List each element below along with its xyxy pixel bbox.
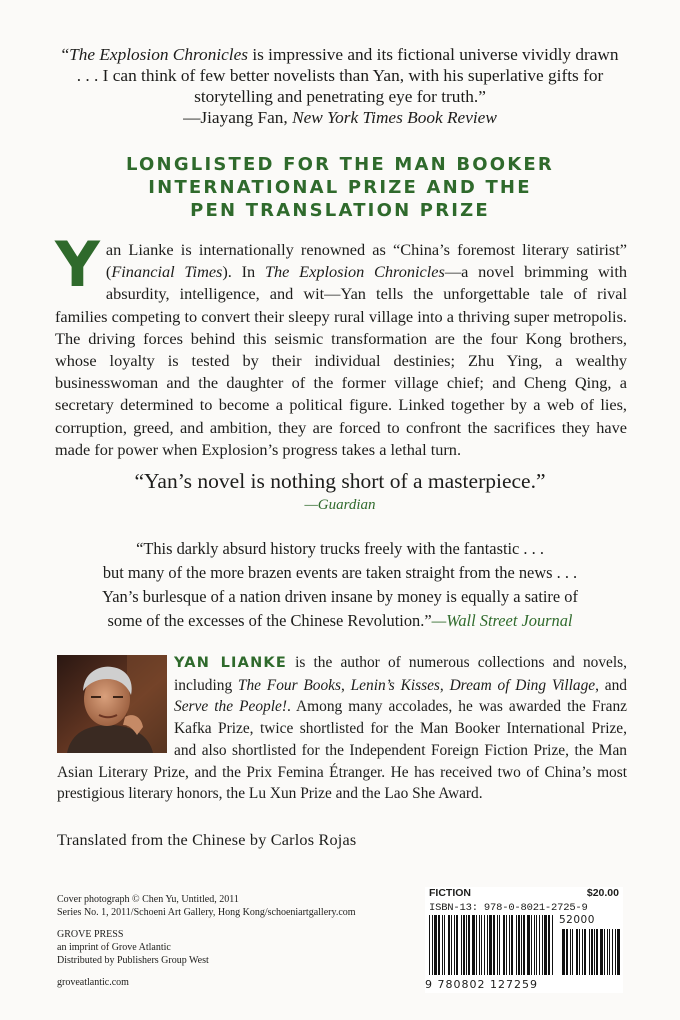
publisher-name: GROVE PRESS (57, 929, 124, 940)
bio-text-5: . Among many accolades, he was awarded the Franz Kafka Prize, twice shortlisted for the Man Booker International Prize, and also shortlisted for the Independent Foreign Fiction Prize, the Man Asian Literary Prize, and the Prix Femina Étranger. He has received two of China’s most prestigious literary honors, the Lu Xun Prize and the Lao She Award. (57, 698, 628, 803)
quote-open-mark: “ (61, 45, 70, 64)
barcode-header (429, 887, 619, 899)
publisher-credits (57, 893, 417, 989)
quote-text: is impressive and its fictional universe vividly drawn . . . I can think of few better novelists than Yan, with his superlative gifts for storytelling and penetrating eye for truth.” (76, 45, 619, 106)
bio-text-2: , (340, 676, 351, 694)
wsj-line-3: Yan’s burlesque of a nation driven insane by money is equally a satire of (102, 587, 578, 606)
wsj-line-2: but many of the more brazen events are taken straight from the news . . . (102, 563, 578, 582)
award-line-3: PEN TRANSLATION PRIZE (190, 200, 490, 221)
wsj-line-4-wrap (55, 609, 625, 633)
award-line-1: LONGLISTED FOR THE MAN BOOKER (126, 154, 554, 175)
price-code: 52000 (559, 914, 595, 926)
guardian-quote (60, 468, 620, 515)
attribution-name: —Jiayang Fan, (183, 108, 293, 127)
category-label: FICTION (429, 887, 471, 899)
award-banner (60, 153, 620, 222)
author-bio (57, 652, 627, 805)
quoted-book-title: The Explosion Chronicles (69, 45, 249, 64)
desc-part-2: ). In (222, 262, 265, 282)
cover-photo-credit: Cover photograph © Chen Yu, Untitled, 2011 (57, 894, 239, 905)
bio-book-3: Dream of Ding Village (449, 676, 596, 694)
wsj-line-4: some of the excesses of the Chinese Revolution.” (107, 611, 432, 630)
barcode-digits: 9 780802 127259 (425, 978, 538, 991)
desc-italic-2: The Explosion Chronicles (264, 262, 445, 282)
desc-part-1: an Lianke is internationally renowned as “China’s foremost literary satirist” ( (105, 240, 627, 282)
guardian-attribution: —Guardian (304, 497, 376, 513)
top-review-quote (60, 44, 620, 128)
translator-credit: Translated from the Chinese by Carlos Rojas (57, 831, 357, 849)
bio-text-3: , (439, 676, 450, 694)
barcode-panel (425, 887, 623, 993)
drop-cap: Y (55, 228, 100, 301)
book-description (55, 228, 627, 461)
author-name: YAN LIANKE (174, 655, 287, 671)
quote-attribution (60, 107, 620, 128)
wsj-line-1: “This darkly absurd history trucks freely with the fantastic . . . (136, 539, 544, 558)
guardian-quote-text: “Yan’s novel is nothing short of a masterpiece.” (134, 469, 546, 493)
isbn-text: ISBN-13: 978-0-8021-2725-9 (429, 902, 588, 914)
series-credit: Series No. 1, 2011/Schoeni Art Gallery, Hong Kong/schoeniartgallery.com (57, 907, 356, 918)
distributor-line: Distributed by Publishers Group West (57, 955, 209, 966)
award-line-2: INTERNATIONAL PRIZE AND THE (148, 177, 532, 198)
desc-part-3: —a novel brimming with absurdity, intelligence, and wit—Yan tells the unforgettable tale of rival families competing to convert their sleepy rural village into a thriving super metropolis. The driving forces behind this seismic transformation are the four Kong brothers, whose loyalty is tested by their individual destinies; Zhu Ying, a wealthy businesswoman and the daughter of the former village chief; and Cheng Qing, a secretary determined to become a political figure. Linked together by a web of lies, corruption, greed, and ambition, they are forced to confront the sacrifices they have made for power when Explosion’s progress takes a lethal turn. (55, 262, 627, 459)
attribution-source: New York Times Book Review (292, 108, 497, 127)
bio-text-1: is the author of numerous collections and novels, including (174, 654, 627, 694)
bio-book-4: Serve the People! (174, 698, 287, 716)
desc-italic-1: Financial Times (111, 262, 223, 282)
bio-text-4: , and (595, 676, 627, 694)
bio-book-2: Lenin’s Kisses (350, 676, 440, 694)
price-label: $20.00 (586, 887, 619, 899)
publisher-website: groveatlantic.com (57, 977, 129, 988)
bio-book-1: The Four Books (237, 676, 341, 694)
imprint-line: an imprint of Grove Atlantic (57, 942, 171, 953)
wsj-attribution: —Wall Street Journal (431, 611, 573, 630)
wsj-quote (55, 537, 625, 633)
